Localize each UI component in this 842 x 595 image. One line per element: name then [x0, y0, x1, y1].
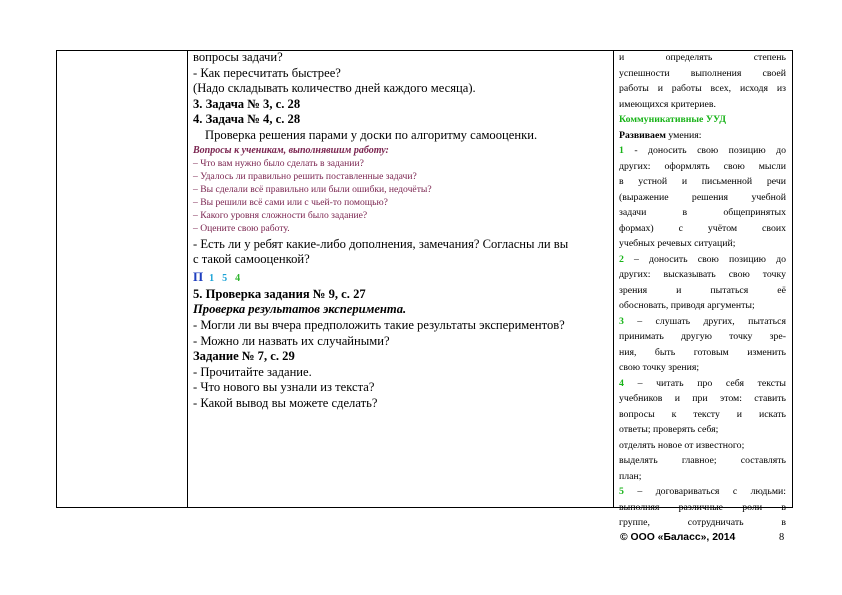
question-item: – Вы решили всё сами или с чьей-то помощью? [193, 196, 388, 208]
question-item: – Вы сделали всё правильно или были ошибки, недочёты? [193, 183, 432, 195]
uud-column [619, 50, 786, 531]
uud-line [619, 376, 786, 392]
uud-text: - доносить свою позицию до [623, 145, 786, 156]
plan-marker [193, 268, 609, 287]
uud-text: умения: [665, 129, 702, 141]
uud-line: и определять степень [619, 52, 786, 63]
task-heading: 4. Задача № 4, с. 28 [193, 112, 301, 127]
text-line: - Что нового вы узнали из текста? [193, 380, 375, 395]
question-item: – Что вам нужно было сделать в задании? [193, 157, 364, 169]
uud-bold-word: Развиваем [619, 129, 666, 141]
uud-line: (выражение решения учебной [619, 191, 786, 203]
text-line: - Есть ли у ребят какие-либо дополнения, замечания? Согласны ли вы [193, 236, 569, 251]
uud-line: принимать другую точку зре- [619, 331, 786, 342]
uud-line: работы и работы всех, исходя из [619, 83, 786, 94]
uud-number: 4 [619, 377, 624, 389]
uud-line: ответы; проверять себя; [619, 424, 719, 435]
text-line: - Как пересчитать быстрее? [193, 65, 341, 80]
uud-text: – читать про себя тексты [623, 377, 786, 389]
text-line: (Надо складывать количество дней каждого месяца). [193, 81, 476, 96]
text-line: с такой самооценкой? [193, 252, 310, 267]
uud-number: 5 [619, 486, 624, 497]
questions-heading: Вопросы к ученикам, выполнявшим работу: [193, 144, 389, 156]
subheading: Проверка результатов эксперимента. [193, 302, 407, 317]
plan-number: 4 [235, 272, 241, 284]
text-line: - Можно ли назвать их случайными? [193, 333, 390, 348]
uud-line: учебников и при этом: ставить [619, 393, 786, 404]
uud-text: – договариваться с людьми: [623, 486, 786, 497]
question-item: – Оцените свою работу. [193, 222, 290, 234]
text-line: - Прочитайте задание. [193, 364, 312, 379]
table-border-left [56, 50, 57, 507]
table-divider-2 [613, 50, 614, 507]
task-heading: Задание № 7, с. 29 [193, 349, 295, 364]
question-item: – Удалось ли правильно решить поставленные задачи? [193, 170, 417, 182]
uud-line: ния, быть готовым изменить [619, 346, 786, 358]
page-number: 8 [779, 532, 785, 543]
table-divider-1 [187, 50, 188, 507]
uud-line: план; [619, 470, 642, 482]
uud-line: других: оформлять свою мысли [619, 160, 786, 172]
text-line: Проверка решения парами у доски по алгоритму самооценки. [205, 127, 538, 142]
uud-number: 1 [619, 145, 624, 156]
uud-line: зрения и пытаться её [619, 284, 786, 296]
uud-text: – доносить свою позицию до [623, 253, 786, 265]
activity-column [193, 50, 609, 412]
uud-line: группе, сотрудничать в [619, 517, 786, 528]
uud-line: имеющихся критериев. [619, 98, 716, 110]
uud-number: 3 [619, 315, 624, 327]
uud-number: 2 [619, 253, 624, 265]
text-line: - Могли ли вы вчера предположить такие результаты экспериментов? [193, 317, 565, 332]
uud-line: вопросы к тексту и искать [619, 408, 786, 420]
uud-line: обосновать, приводя аргументы; [619, 300, 755, 311]
uud-line: свою точку зрения; [619, 362, 700, 373]
plan-letter: П [193, 268, 204, 284]
uud-line: других: высказывать свою точку [619, 269, 786, 280]
task-heading: 3. Задача № 3, с. 28 [193, 96, 301, 111]
uud-section-heading: Коммуникативные УУД [619, 114, 726, 125]
uud-line: выполняя различные роли в [619, 501, 786, 513]
uud-line: в устной и письменной речи [619, 176, 786, 187]
plan-number: 5 [222, 272, 228, 284]
uud-line [619, 143, 786, 159]
copyright-footer: © ООО «Баласс», 2014 [620, 532, 736, 543]
uud-line: отделять новое от известного; [619, 439, 745, 451]
uud-line: формах) с учётом своих [619, 222, 786, 234]
uud-line: задачи в общепринятых [619, 207, 786, 218]
question-item: – Какого уровня сложности было задание? [193, 209, 368, 221]
uud-line: успешности выполнения своей [619, 67, 786, 79]
uud-line [619, 128, 786, 144]
task-heading: 5. Проверка задания № 9, с. 27 [193, 286, 366, 301]
uud-text: – слушать других, пытаться [623, 315, 786, 327]
plan-number: 1 [209, 272, 215, 284]
text-line: вопросы задачи? [193, 50, 283, 64]
uud-line [619, 252, 786, 268]
table-border-right [792, 50, 793, 507]
uud-line: выделять главное; составлять [619, 455, 786, 466]
uud-line: учебных речевых ситуаций; [619, 238, 736, 249]
uud-line [619, 484, 786, 500]
uud-line [619, 314, 786, 330]
text-line: - Какой вывод вы можете сделать? [193, 395, 378, 410]
